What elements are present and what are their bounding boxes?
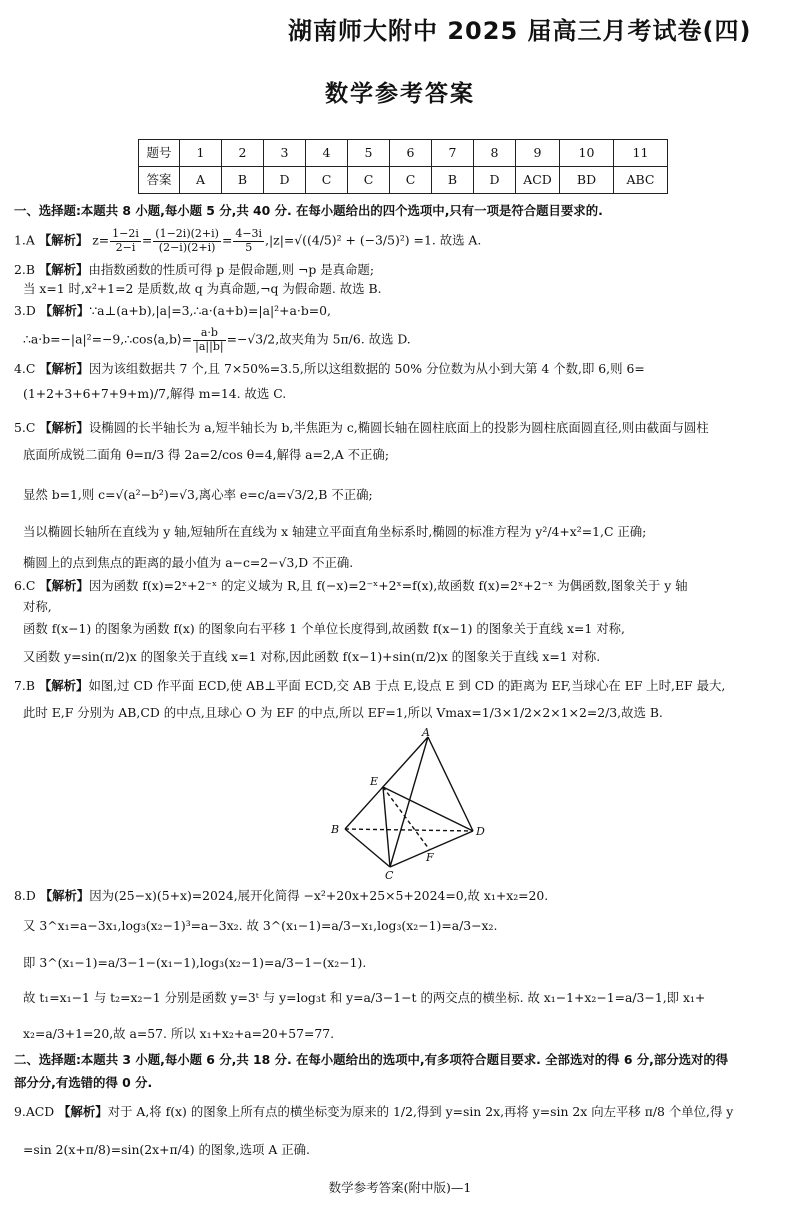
table-cell: 9 (516, 140, 560, 167)
fraction (233, 228, 264, 254)
q6-line-2: 对称, (23, 599, 52, 614)
q5-number: 5.C (14, 420, 36, 435)
analysis-tag: 【解析】 (39, 361, 89, 376)
q3-text: ∵a⊥(a+b),|a|=3,∴a·(a+b)=|a|²+a·b=0, (89, 303, 331, 318)
edge-ad (428, 737, 473, 831)
denominator: (2−i)(2+i) (158, 240, 216, 254)
q4-text: 因为该组数据共 7 个,且 7×50%=3.5,所以这组数据的 50% 分位数为从小到大第 4 个数,即 6,则 6= (88, 361, 645, 376)
q8-line (14, 888, 786, 904)
q4-line-2: (1+2+3+6+7+9+m)/7,解得 m=14. 故选 C. (23, 386, 287, 401)
table-cell: 2 (222, 140, 264, 167)
numerator: (1−2i)(2+i) (155, 227, 219, 240)
numerator: a·b (193, 327, 225, 341)
q3-number: 3.D (14, 303, 36, 318)
q6-line-4: 又函数 y=sin(π/2)x 的图象关于直线 x=1 对称,因此函数 f(x−1)+sin(π/2)x 的图象关于直线 x=1 对称. (23, 649, 601, 664)
table-cell: D (474, 167, 516, 194)
figure-label: C (385, 869, 394, 879)
analysis-tag: 【解析】 (58, 1104, 108, 1119)
table-cell: C (306, 167, 348, 194)
row-label-answer: 答案 (139, 167, 180, 194)
analysis-tag: 【解析】 (38, 232, 89, 248)
figure-label: D (476, 825, 485, 838)
table-cell: C (390, 167, 432, 194)
q6-line (14, 578, 786, 594)
table-cell: D (264, 167, 306, 194)
q1-text: = (141, 232, 153, 248)
fraction (153, 228, 221, 254)
analysis-tag: 【解析】 (39, 888, 90, 903)
table-cell: ACD (516, 167, 560, 194)
q5-line-4: 当以椭圆长轴所在直线为 y 轴,短轴所在直线为 x 轴建立平面直角坐标系时,椭圆的标准方程为 y²/4+x²=1,C 正确; (23, 524, 647, 539)
q7-line-2: 此时 E,F 分别为 AB,CD 的中点,且球心 O 为 EF 的中点,所以 EF=1,所以 Vmax=1/3×1/2×2×1×2=2/3,故选 B. (23, 705, 663, 720)
table-cell: 5 (348, 140, 390, 167)
numerator: 4−3i (235, 227, 263, 240)
table-cell: 4 (306, 140, 348, 167)
q5-line (14, 420, 786, 436)
q7-text: 如图,过 CD 作平面 ECD,使 AB⊥平面 ECD,交 AB 于点 E,设点 E 到 CD 的距离为 EF,当球心在 EF 上时,EF 最大, (88, 678, 726, 693)
q4-line (14, 361, 786, 377)
q3-text: ∴a·b=−|a|²=−9,∴cos⟨a,b⟩= (23, 331, 193, 347)
q2-line (14, 262, 786, 278)
analysis-tag: 【解析】 (39, 578, 89, 593)
table-cell: 1 (180, 140, 222, 167)
figure-label: E (370, 775, 379, 788)
q5-line-2: 底面所成锐二面角 θ=π/3 得 2a=2/cos θ=4,解得 a=2,A 不正确; (23, 447, 389, 462)
q4-number: 4.C (14, 361, 36, 376)
q1-text: ,|z|=√((4/5)² + (−3/5)²) =1. 故选 A. (265, 232, 482, 248)
edge-ab (345, 737, 428, 829)
q9-text: 对于 A,将 f(x) 的图象上所有点的横坐标变为原来的 1/2,得到 y=sin 2x,再将 y=sin 2x 向左平移 π/8 个单位,得 y (107, 1104, 734, 1119)
q1-line (14, 228, 786, 254)
q8-number: 8.D (14, 888, 36, 903)
q9-line (14, 1104, 786, 1120)
figure-label: F (426, 851, 434, 864)
answer-subtitle: 数学参考答案 (325, 81, 475, 107)
table-cell: 11 (614, 140, 668, 167)
table-cell: 6 (390, 140, 432, 167)
figure-label: A (422, 727, 430, 739)
q6-line-3: 函数 f(x−1) 的图象为函数 f(x) 的图象向右平移 1 个单位长度得到,故函数 f(x−1) 的图象关于直线 x=1 对称, (23, 621, 625, 636)
q9-line-2: =sin 2(x+π/8)=sin(2x+π/4) 的图象,选项 A 正确. (23, 1142, 310, 1157)
q2-text: 由指数函数的性质可得 p 是假命题,则 ¬p 是真命题; (88, 262, 374, 277)
q2-number: 2.B (14, 262, 35, 277)
answer-table (138, 139, 668, 194)
page-footer: 数学参考答案(附中版)—1 (328, 1180, 472, 1195)
edge-ed (383, 787, 473, 831)
q9-number: 9.ACD (14, 1104, 55, 1119)
q3-line-2 (23, 327, 786, 353)
section-heading-2-cont: 部分分,有选错的得 0 分. (14, 1075, 153, 1090)
q8-line-3: 即 3^(x₁−1)=a/3−1−(x₁−1),log₃(x₂−1)=a/3−1−(x₂−1). (23, 955, 367, 970)
edge-ac (390, 737, 428, 867)
table-cell: C (348, 167, 390, 194)
denominator: |a||b| (195, 339, 224, 353)
fraction (110, 228, 141, 254)
q1-number: 1.A (14, 232, 35, 248)
q1-text: = (221, 232, 233, 248)
edge-bd (345, 829, 473, 831)
edge-bc (345, 829, 390, 867)
tetrahedron-figure (325, 727, 495, 879)
q3-text: =−√3/2,故夹角为 5π/6. 故选 D. (226, 331, 411, 347)
edge-ef (383, 787, 429, 849)
table-cell: 3 (264, 140, 306, 167)
table-cell: A (180, 167, 222, 194)
edge-ec (383, 787, 390, 867)
figure-label: B (331, 823, 340, 836)
q5-text: 设椭圆的长半轴长为 a,短半轴长为 b,半焦距为 c,椭圆长轴在圆柱底面上的投影为圆柱底面圆直径,则由截面与圆柱 (88, 420, 709, 435)
q1-text: z= (92, 232, 110, 248)
fraction (193, 327, 225, 353)
q6-text: 因为函数 f(x)=2ˣ+2⁻ˣ 的定义域为 R,且 f(−x)=2⁻ˣ+2ˣ=f(x),故函数 f(x)=2ˣ+2⁻ˣ 为偶函数,图象关于 y 轴 (88, 578, 688, 593)
q5-line-5: 椭圆上的点到焦点的距离的最小值为 a−c=2−√3,D 不正确. (23, 555, 354, 570)
analysis-tag: 【解析】 (39, 420, 89, 435)
table-cell: BD (560, 167, 614, 194)
table-cell: 7 (432, 140, 474, 167)
q6-number: 6.C (14, 578, 36, 593)
analysis-tag: 【解析】 (38, 262, 89, 277)
numerator: 1−2i (112, 227, 139, 240)
analysis-tag: 【解析】 (38, 678, 89, 693)
table-cell: ABC (614, 167, 668, 194)
table-row (139, 167, 668, 194)
q3-line (14, 303, 786, 319)
denominator: 5 (245, 240, 253, 254)
table-cell: B (432, 167, 474, 194)
table-row (139, 140, 668, 167)
analysis-tag: 【解析】 (39, 303, 90, 318)
section-heading-2: 二、选择题:本题共 3 小题,每小题 6 分,共 18 分. 在每小题给出的选项中,有多项符合题目要求. 全部选对的得 6 分,部分选对的得 (14, 1052, 729, 1067)
denominator: 2−i (115, 240, 136, 254)
q7-line (14, 678, 786, 694)
table-cell: B (222, 167, 264, 194)
table-cell: 8 (474, 140, 516, 167)
q7-number: 7.B (14, 678, 35, 693)
q8-line-2: 又 3^x₁=a−3x₁,log₃(x₂−1)³=a−3x₂. 故 3^(x₁−1)=a/3−x₁,log₃(x₂−1)=a/3−x₂. (23, 918, 498, 933)
q8-line-4: 故 t₁=x₁−1 与 t₂=x₂−1 分别是函数 y=3ᵗ 与 y=log₃t 和 y=a/3−1−t 的两交点的横坐标. 故 x₁−1+x₂−1=a/3−1,即 x₁+ (23, 990, 706, 1005)
q8-text: 因为(25−x)(5+x)=2024,展开化简得 −x²+20x+25×5+2024=0,故 x₁+x₂=20. (89, 888, 549, 903)
section-heading-1: 一、选择题:本题共 8 小题,每小题 5 分,共 40 分. 在每小题给出的四个选项中,只有一项是符合题目要求的. (14, 203, 603, 218)
q5-line-3: 显然 b=1,则 c=√(a²−b²)=√3,离心率 e=c/a=√3/2,B 不正确; (23, 487, 373, 502)
q8-line-5: x₂=a/3+1=20,故 a=57. 所以 x₁+x₂+a=20+57=77. (23, 1026, 335, 1041)
table-cell: 10 (560, 140, 614, 167)
row-label-number: 题号 (139, 140, 180, 167)
exam-title: 湖南师大附中 2025 届高三月考试卷(四) (288, 17, 752, 45)
q2-line-2: 当 x=1 时,x²+1=2 是质数,故 q 为真命题,¬q 为假命题. 故选 B. (23, 281, 382, 296)
